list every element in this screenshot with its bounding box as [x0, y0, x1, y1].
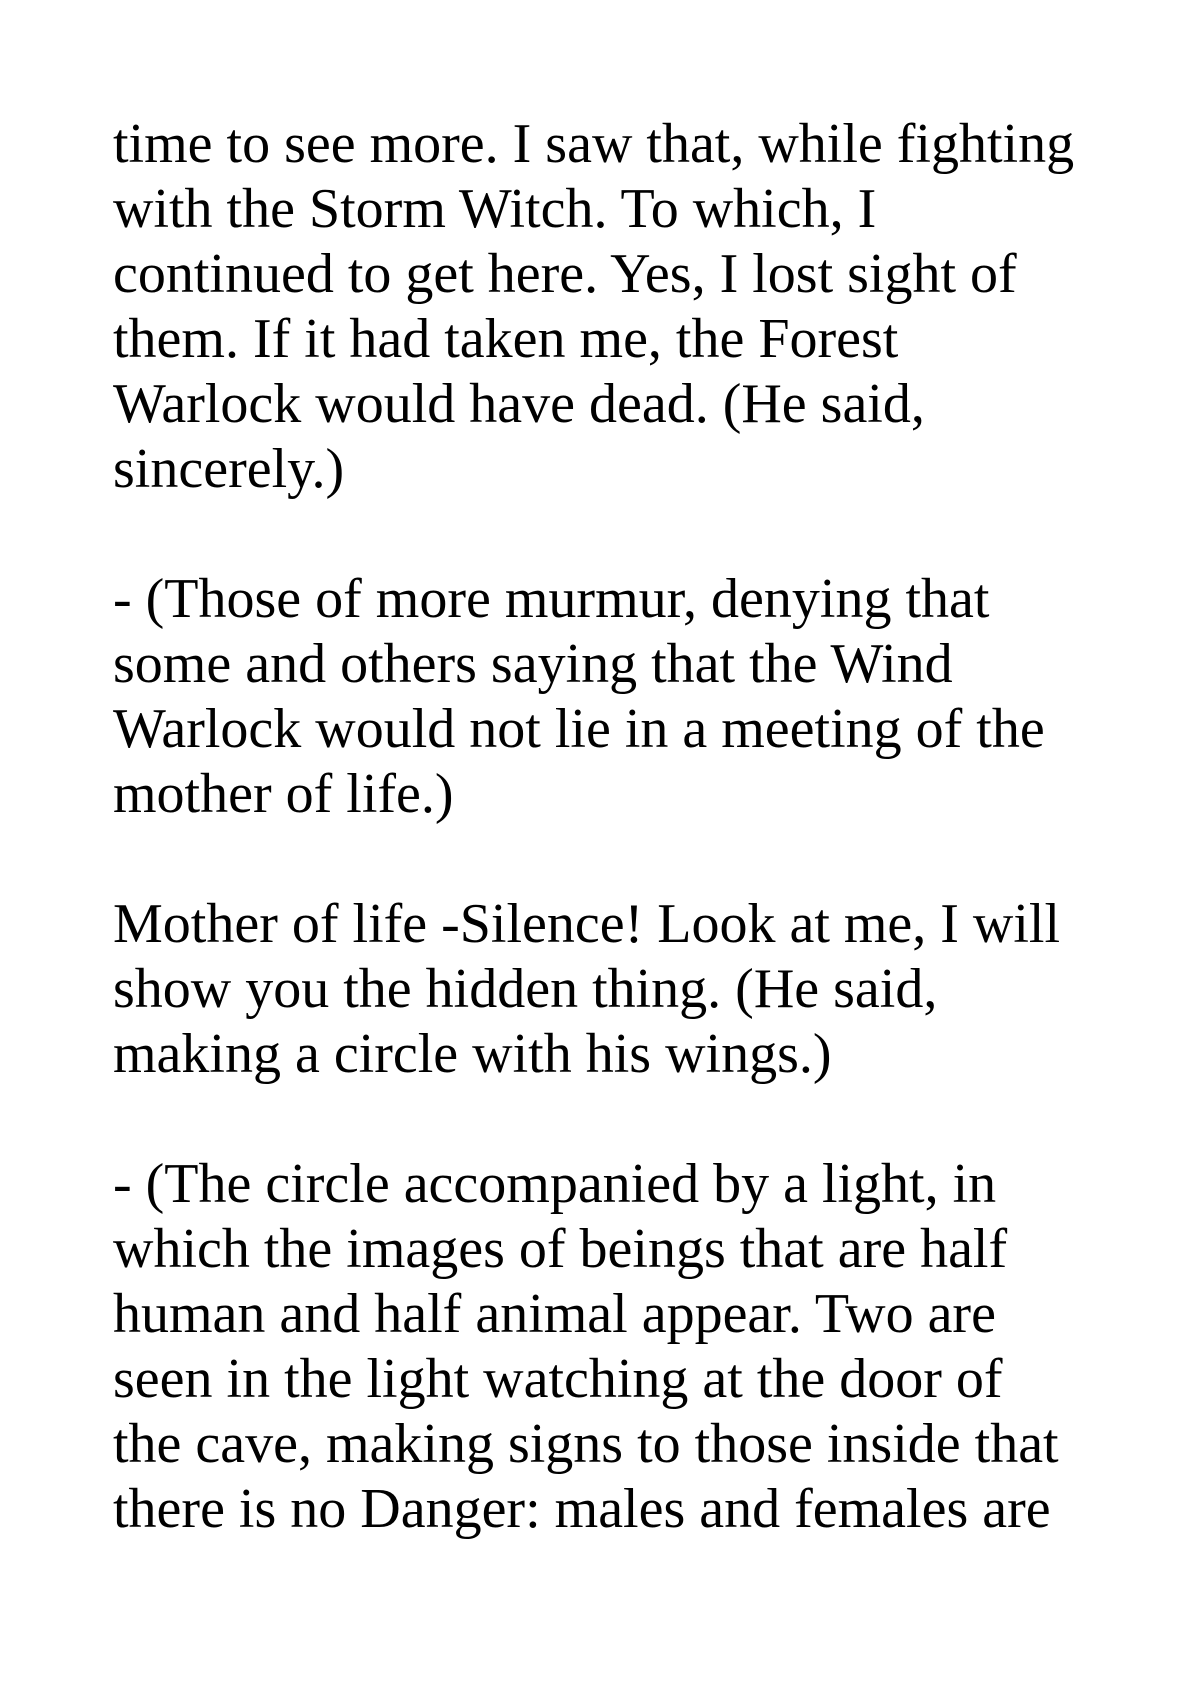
- text-line: - (The circle accompanied by a light, in: [113, 1153, 997, 1215]
- text-line: Warlock would not lie in a meeting of the: [113, 698, 1045, 760]
- text-line: mother of life.): [113, 763, 454, 825]
- text-line: some and others saying that the Wind: [113, 633, 953, 695]
- text-line: Warlock would have dead. (He said,: [113, 373, 925, 435]
- text-line: Mother of life -Silence! Look at me, I will: [113, 893, 1061, 955]
- text-line: which the images of beings that are half: [113, 1218, 1008, 1280]
- text-line: sincerely.): [113, 438, 345, 500]
- text-line: - (Those of more murmur, denying that: [113, 568, 990, 630]
- text-line: them. If it had taken me, the Forest: [113, 308, 899, 370]
- text-line: the cave, making signs to those inside that: [113, 1413, 1059, 1475]
- text-line: seen in the light watching at the door of: [113, 1348, 1003, 1410]
- text-line: time to see more. I saw that, while fighting: [113, 113, 1075, 175]
- paragraph-4: [113, 1152, 1113, 1542]
- text-line: continued to get here. Yes, I lost sight of: [113, 243, 1017, 305]
- text-line: with the Storm Witch. To which, I: [113, 178, 877, 240]
- text-line: there is no Danger: males and females are: [113, 1478, 1051, 1540]
- text-line: making a circle with his wings.): [113, 1023, 832, 1085]
- paragraph-3: [113, 892, 1113, 1087]
- paragraph-2: [113, 567, 1113, 827]
- text-line: show you the hidden thing. (He said,: [113, 958, 938, 1020]
- body-text: [113, 112, 1113, 1607]
- text-line: human and half animal appear. Two are: [113, 1283, 996, 1345]
- paragraph-1: [113, 112, 1113, 502]
